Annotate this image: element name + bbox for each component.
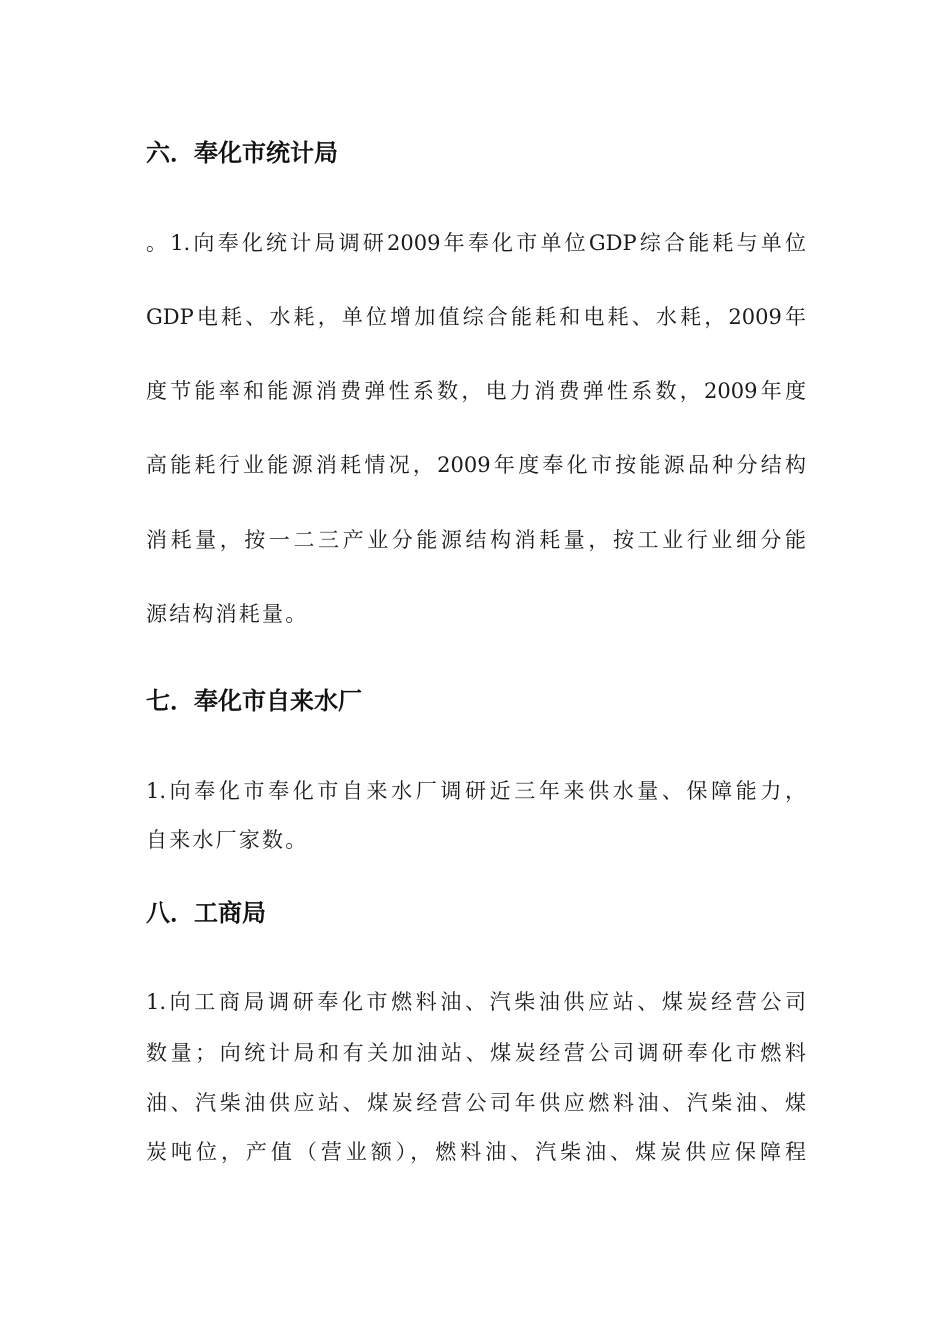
- paragraph-line: 高能耗行业能源消耗情况，2009年度奉化市按能源品种分结构: [146, 453, 806, 477]
- paragraph-line: 自来水厂家数。: [146, 828, 309, 852]
- paragraph-line: 数量；向统计局和有关加油站、煤炭经营公司调研奉化市燃料: [146, 1041, 806, 1065]
- section-heading-statistics-bureau: 六．奉化市统计局: [146, 139, 338, 167]
- paragraph-line: 1.向工商局调研奉化市燃料油、汽柴油供应站、煤炭经营公司: [146, 990, 806, 1014]
- paragraph-line: 消耗量，按一二三产业分能源结构消耗量，按工业行业细分能: [146, 528, 806, 552]
- paragraph-line: 度节能率和能源消费弹性系数，电力消费弹性系数，2009年度: [146, 379, 806, 403]
- paragraph-line: 油、汽柴油供应站、煤炭经营公司年供应燃料油、汽柴油、煤: [146, 1091, 806, 1115]
- paragraph-line: GDP电耗、水耗，单位增加值综合能耗和电耗、水耗，2009年: [146, 305, 806, 329]
- paragraph-line: 。1.向奉化统计局调研2009年奉化市单位GDP综合能耗与单位: [146, 231, 806, 255]
- section-heading-water-plant: 七．奉化市自来水厂: [146, 687, 362, 715]
- paragraph-line: 源结构消耗量。: [146, 602, 309, 626]
- paragraph-line: 1.向奉化市奉化市自来水厂调研近三年来供水量、保障能力，: [146, 779, 806, 803]
- section-heading-industry-commerce-bureau: 八．工商局: [146, 899, 266, 927]
- paragraph-line: 炭吨位，产值（营业额），燃料油、汽柴油、煤炭供应保障程: [146, 1140, 806, 1164]
